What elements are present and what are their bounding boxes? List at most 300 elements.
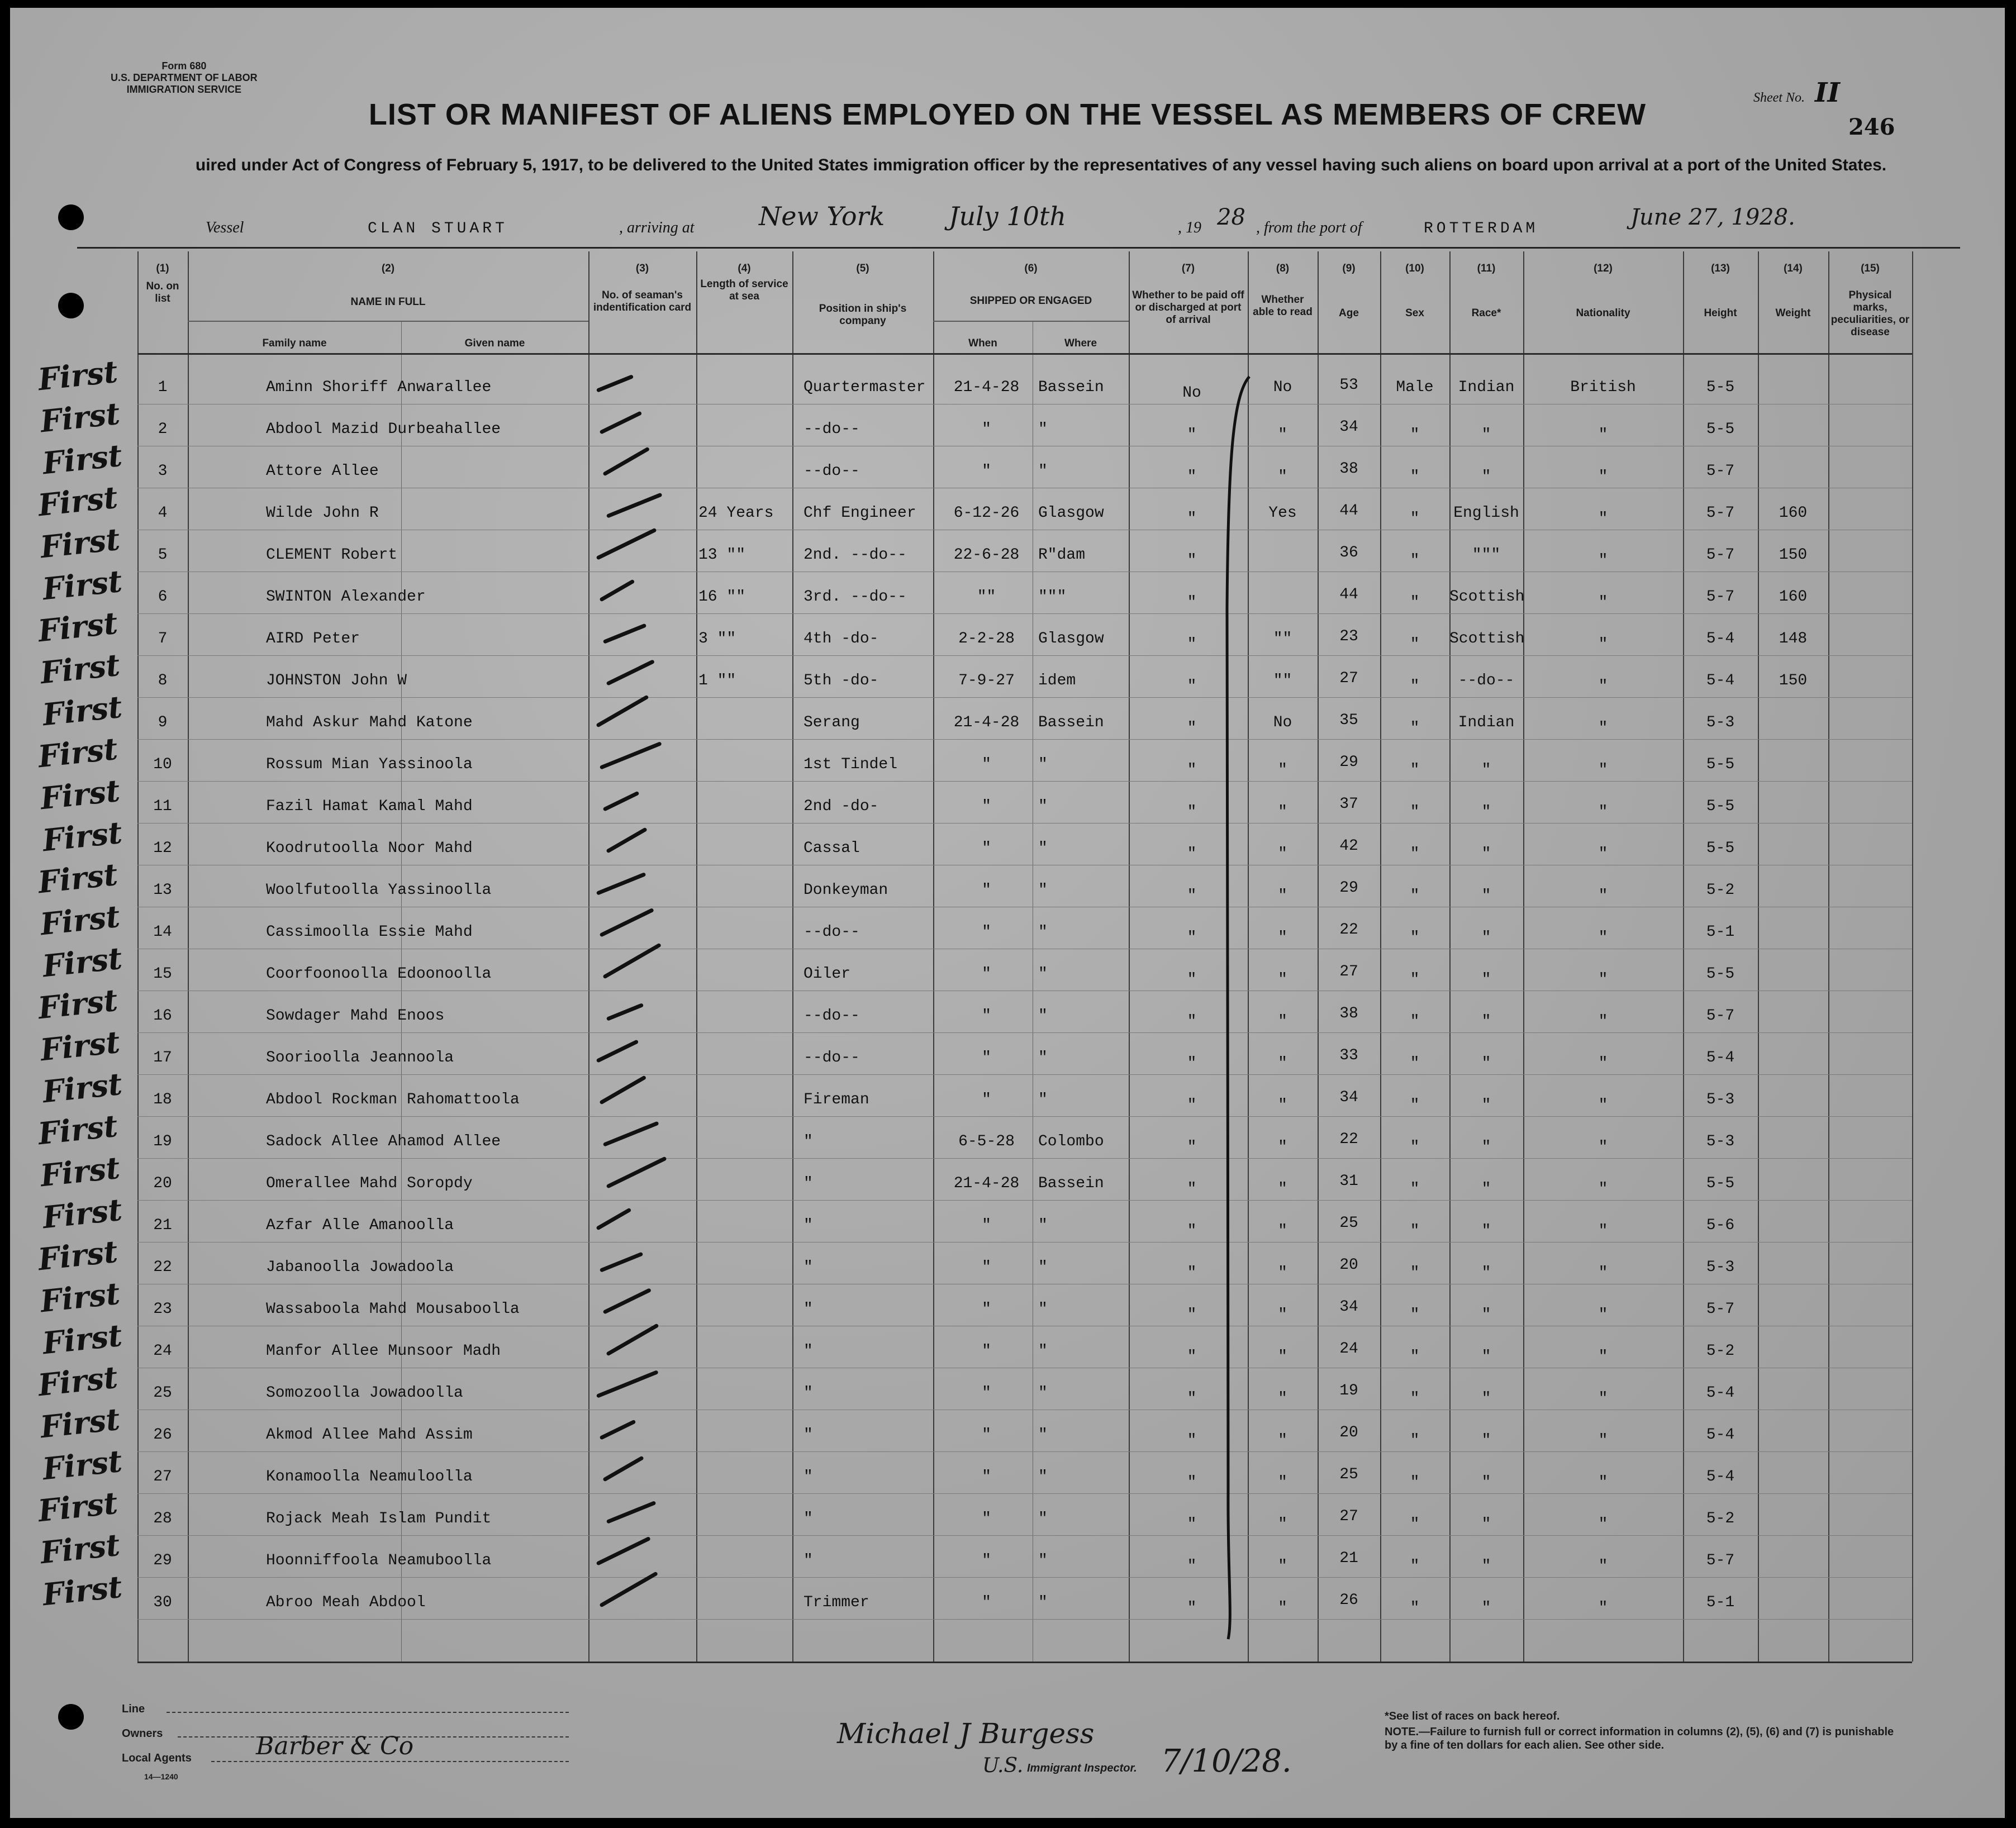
crew-name: Somozoolla Jowadoolla xyxy=(266,1384,463,1402)
sex: " xyxy=(1410,1222,1420,1240)
sex: " xyxy=(1410,426,1420,444)
id-card-checkmark xyxy=(600,741,662,770)
nationality: " xyxy=(1598,552,1608,569)
crew-name: Coorfoonoolla Edoonoolla xyxy=(266,965,492,983)
crew-name: Aminn Shoriff Anwarallee xyxy=(266,379,492,396)
row-number: 3 xyxy=(158,463,168,480)
column-divider xyxy=(1380,251,1381,1662)
page-number: 246 xyxy=(1848,114,1895,140)
nationality: " xyxy=(1598,1306,1608,1324)
able-to-read: Yes xyxy=(1268,504,1297,522)
margin-annotation: First xyxy=(36,1233,120,1278)
age: 38 xyxy=(1339,460,1358,478)
row-divider xyxy=(137,1535,1912,1536)
row-number: 13 xyxy=(153,882,172,899)
able-to-read: " xyxy=(1278,1222,1287,1240)
crew-name: Wassaboola Mahd Mousaboolla xyxy=(266,1301,520,1318)
race: " xyxy=(1481,1600,1491,1617)
age: 44 xyxy=(1339,586,1358,603)
row-divider xyxy=(137,697,1912,698)
nationality: " xyxy=(1598,1432,1608,1449)
vessel-label: Vessel xyxy=(206,219,244,236)
sex: " xyxy=(1410,1348,1420,1365)
row-number: 12 xyxy=(153,840,172,857)
id-card-checkmark xyxy=(603,1121,659,1147)
nationality: " xyxy=(1598,1558,1608,1575)
crew-name: Abdool Rockman Rahomattoola xyxy=(266,1091,520,1108)
height: 5-4 xyxy=(1706,1384,1735,1402)
age: 29 xyxy=(1339,754,1358,771)
row-number: 4 xyxy=(158,504,168,522)
margin-annotation: First xyxy=(36,604,120,649)
id-card-checkmark xyxy=(606,1156,667,1189)
id-card-checkmark xyxy=(596,872,646,896)
margin-annotation: First xyxy=(39,521,122,565)
age: 53 xyxy=(1339,377,1358,394)
age: 29 xyxy=(1339,879,1358,897)
id-card-checkmark xyxy=(596,1039,639,1063)
race: " xyxy=(1481,1097,1491,1114)
from-port-label: , from the port of xyxy=(1256,219,1362,236)
height: 5-3 xyxy=(1706,1133,1735,1150)
margin-annotation: First xyxy=(41,1568,124,1613)
paid-off: " xyxy=(1187,929,1197,946)
ship-position: --do-- xyxy=(803,421,860,438)
age: 22 xyxy=(1339,921,1358,939)
nationality: " xyxy=(1598,1348,1608,1365)
paid-off-ditto-stroke xyxy=(1216,373,1261,1641)
header-rule xyxy=(137,353,1912,355)
column-divider xyxy=(696,251,697,1662)
sex: " xyxy=(1410,845,1420,863)
weight: 148 xyxy=(1779,630,1808,648)
ship-position: " xyxy=(803,1133,813,1150)
ship-position: " xyxy=(803,1343,813,1360)
margin-annotation: First xyxy=(36,353,120,398)
margin-annotation: First xyxy=(41,1443,124,1487)
sex: " xyxy=(1410,887,1420,905)
nationality: " xyxy=(1598,1013,1608,1030)
sex: " xyxy=(1410,1600,1420,1617)
shipped-when: " xyxy=(982,882,991,899)
age: 22 xyxy=(1339,1131,1358,1148)
row-number: 2 xyxy=(158,421,168,438)
service-length: 24 Years xyxy=(698,504,774,522)
margin-annotation: First xyxy=(39,1024,122,1068)
paid-off: " xyxy=(1187,761,1197,779)
table-bottom-rule xyxy=(137,1662,1912,1663)
paid-off: " xyxy=(1187,887,1197,905)
shipped-when: " xyxy=(982,965,991,983)
sex: " xyxy=(1410,720,1420,737)
nationality: " xyxy=(1598,803,1608,821)
row-number: 30 xyxy=(153,1594,172,1611)
column-divider xyxy=(1449,251,1451,1662)
column-header: SHIPPED OR ENGAGED xyxy=(969,295,1092,307)
height: 5-3 xyxy=(1706,714,1735,731)
row-divider xyxy=(137,1200,1912,1201)
crew-name: Mahd Askur Mahd Katone xyxy=(266,714,473,731)
height: 5-2 xyxy=(1706,882,1735,899)
crew-name: Cassimoolla Essie Mahd xyxy=(266,923,473,941)
shipped-when: " xyxy=(982,1007,991,1025)
nationality: " xyxy=(1598,468,1608,485)
shipped-when: 2-2-28 xyxy=(958,630,1015,648)
shipped-where: Bassein xyxy=(1038,1175,1104,1192)
crew-name: Abroo Meah Abdool xyxy=(266,1594,426,1611)
id-card-checkmark xyxy=(596,528,657,560)
ship-position: Fireman xyxy=(803,1091,869,1108)
height: 5-7 xyxy=(1706,1301,1735,1318)
id-card-checkmark xyxy=(599,1075,646,1105)
row-number: 22 xyxy=(153,1259,172,1276)
shipped-when: " xyxy=(982,1091,991,1108)
race: """ xyxy=(1472,546,1501,564)
shipped-when: " xyxy=(982,1301,991,1318)
column-divider xyxy=(188,251,189,1662)
inspector-label: Immigrant Inspector. xyxy=(1027,1762,1137,1774)
ship-position: Chf Engineer xyxy=(803,504,916,522)
id-card-checkmark xyxy=(606,1003,644,1021)
paid-off: " xyxy=(1187,1139,1197,1156)
id-card-checkmark xyxy=(606,659,655,686)
id-card-checkmark xyxy=(603,623,647,644)
race: " xyxy=(1481,803,1491,821)
column-header: No. on list xyxy=(146,280,179,304)
able-to-read: " xyxy=(1278,1432,1287,1449)
column-number: (9) xyxy=(1342,263,1356,274)
age: 34 xyxy=(1339,418,1358,436)
row-number: 25 xyxy=(153,1384,172,1402)
nationality: " xyxy=(1598,887,1608,905)
margin-annotation: First xyxy=(41,563,124,607)
row-divider xyxy=(137,1619,1912,1620)
paid-off: " xyxy=(1187,1432,1197,1449)
shipped-where: R"dam xyxy=(1038,546,1086,564)
age: 34 xyxy=(1339,1298,1358,1316)
able-to-read: " xyxy=(1278,1264,1287,1282)
shipped-when: " xyxy=(982,1468,991,1486)
paid-off: " xyxy=(1187,468,1197,485)
crew-name: Koodrutoolla Noor Mahd xyxy=(266,840,473,857)
ship-position: " xyxy=(803,1468,813,1486)
nationality: " xyxy=(1598,1390,1608,1407)
age: 20 xyxy=(1339,1256,1358,1274)
paid-off: " xyxy=(1187,720,1197,737)
margin-annotation: First xyxy=(39,898,122,942)
ship-position: " xyxy=(803,1175,813,1192)
when-header: When xyxy=(968,337,997,349)
local-agents-value: Barber & Co xyxy=(256,1732,414,1760)
age: 37 xyxy=(1339,796,1358,813)
id-card-checkmark xyxy=(599,1420,636,1440)
paid-off: " xyxy=(1187,1600,1197,1617)
sex: " xyxy=(1410,1558,1420,1575)
column-divider xyxy=(1758,251,1759,1662)
sex: " xyxy=(1410,1055,1420,1072)
id-card-checkmark xyxy=(606,493,663,518)
sheet-label: Sheet No. xyxy=(1753,91,1805,105)
shipped-where: " xyxy=(1038,1343,1048,1360)
manifest-sheet xyxy=(10,8,2005,1818)
column-header: Whether to be paid off or discharged at port of arrival xyxy=(1132,289,1244,326)
ship-position: 2nd -do- xyxy=(803,798,879,815)
race: " xyxy=(1481,468,1491,485)
race: --do-- xyxy=(1458,672,1515,689)
row-number: 15 xyxy=(153,965,172,983)
row-divider xyxy=(137,1074,1912,1075)
sex: " xyxy=(1410,971,1420,988)
row-number: 29 xyxy=(153,1552,172,1569)
crew-name: SWINTON Alexander xyxy=(266,588,426,606)
able-to-read: " xyxy=(1278,1306,1287,1324)
able-to-read: " xyxy=(1278,1180,1287,1198)
paid-off: No xyxy=(1182,384,1201,402)
able-to-read: No xyxy=(1273,714,1292,731)
arriving-port: New York xyxy=(759,201,885,231)
able-to-read: " xyxy=(1278,803,1287,821)
shipped-when: 6-5-28 xyxy=(958,1133,1015,1150)
column-header: Whether able to read xyxy=(1253,294,1313,318)
column-header: Length of service at sea xyxy=(700,278,788,302)
shipped-where: Bassein xyxy=(1038,379,1104,396)
shipped-when: 6-12-26 xyxy=(953,504,1020,522)
margin-annotation: First xyxy=(36,479,120,523)
row-number: 6 xyxy=(158,588,168,606)
shipped-when: " xyxy=(982,756,991,773)
paid-off: " xyxy=(1187,1055,1197,1072)
paid-off: " xyxy=(1187,1474,1197,1491)
height: 5-7 xyxy=(1706,1552,1735,1569)
ship-position: 3rd. --do-- xyxy=(803,588,907,606)
able-to-read: " xyxy=(1278,1348,1287,1365)
ship-position: Oiler xyxy=(803,965,851,983)
shipped-where: Glasgow xyxy=(1038,504,1104,522)
given-name-header: Given name xyxy=(464,337,525,349)
row-divider xyxy=(137,1116,1912,1117)
ship-position: " xyxy=(803,1552,813,1569)
id-card-checkmark xyxy=(602,1455,644,1482)
arrival-date: July 10th xyxy=(949,201,1067,231)
able-to-read: " xyxy=(1278,1055,1287,1072)
row-number: 14 xyxy=(153,923,172,941)
paid-off: " xyxy=(1187,636,1197,653)
able-to-read: " xyxy=(1278,971,1287,988)
header-rule xyxy=(933,321,1129,322)
row-number: 19 xyxy=(153,1133,172,1150)
height: 5-7 xyxy=(1706,1007,1735,1025)
local-agents-label: Local Agents xyxy=(122,1752,192,1764)
service-length: 1 "" xyxy=(698,672,736,689)
ship-position: " xyxy=(803,1259,813,1276)
row-divider xyxy=(137,1577,1912,1578)
shipped-where: """ xyxy=(1038,588,1067,606)
age: 42 xyxy=(1339,837,1358,855)
sex: " xyxy=(1410,678,1420,695)
column-header: Age xyxy=(1339,307,1359,319)
ship-position: 1st Tindel xyxy=(803,756,898,773)
paid-off: " xyxy=(1187,845,1197,863)
ship-position: Quartermaster xyxy=(803,379,926,396)
row-number: 23 xyxy=(153,1301,172,1318)
age: 27 xyxy=(1339,1508,1358,1525)
age: 20 xyxy=(1339,1424,1358,1441)
vessel-name: CLAN STUART xyxy=(368,220,508,237)
age: 24 xyxy=(1339,1340,1358,1358)
row-number: 5 xyxy=(158,546,168,564)
crew-name: Rossum Mian Yassinoola xyxy=(266,756,473,773)
column-header: Position in ship's company xyxy=(819,303,907,327)
manifest-grid xyxy=(10,8,2005,1818)
shipped-when: " xyxy=(982,1510,991,1527)
row-number: 20 xyxy=(153,1175,172,1192)
shipped-when: " xyxy=(982,463,991,480)
margin-annotation: First xyxy=(36,1484,120,1529)
shipped-when: " xyxy=(982,421,991,438)
able-to-read: " xyxy=(1278,1600,1287,1617)
shipped-where: " xyxy=(1038,1426,1048,1444)
paid-off: " xyxy=(1187,971,1197,988)
column-number: (2) xyxy=(381,263,395,274)
ship-position: " xyxy=(803,1384,813,1402)
able-to-read: " xyxy=(1278,887,1287,905)
races-note: *See list of races on back hereof. xyxy=(1385,1710,1560,1722)
margin-annotation: First xyxy=(41,814,124,859)
nationality: " xyxy=(1598,636,1608,653)
shipped-where: " xyxy=(1038,882,1048,899)
shipped-when: 21-4-28 xyxy=(953,379,1020,396)
crew-name: Soorioolla Jeannoola xyxy=(266,1049,454,1067)
margin-annotation: First xyxy=(36,1359,120,1403)
ship-position: " xyxy=(803,1426,813,1444)
line-label: Line xyxy=(122,1703,145,1715)
shipped-when: " xyxy=(982,1594,991,1611)
header-rule xyxy=(188,321,588,322)
shipped-when: " xyxy=(982,1426,991,1444)
row-number: 18 xyxy=(153,1091,172,1108)
ship-position: --do-- xyxy=(803,1007,860,1025)
crew-name: Omerallee Mahd Soropdy xyxy=(266,1175,473,1192)
able-to-read: "" xyxy=(1273,630,1292,648)
shipped-when: " xyxy=(982,1049,991,1067)
service-name: IMMIGRATION SERVICE xyxy=(126,84,242,95)
column-number: (11) xyxy=(1477,263,1496,274)
ship-position: Donkeyman xyxy=(803,882,888,899)
sex: " xyxy=(1410,1432,1420,1449)
age: 25 xyxy=(1339,1215,1358,1232)
race: " xyxy=(1481,1222,1491,1240)
margin-annotation: First xyxy=(41,940,124,984)
margin-annotation: First xyxy=(36,1107,120,1152)
race: Indian xyxy=(1458,379,1515,396)
nationality: " xyxy=(1598,1516,1608,1533)
column-header: Race* xyxy=(1471,307,1501,319)
id-card-checkmark xyxy=(596,694,649,727)
able-to-read: " xyxy=(1278,468,1287,485)
shipped-where: " xyxy=(1038,923,1048,941)
sheet-no-value: II xyxy=(1814,77,1840,108)
able-to-read: " xyxy=(1278,1558,1287,1575)
departure-date: June 27, 1928. xyxy=(1630,204,1795,230)
column-number: (7) xyxy=(1181,263,1195,274)
sex: " xyxy=(1410,1516,1420,1533)
nationality: " xyxy=(1598,1600,1608,1617)
crew-name: Fazil Hamat Kamal Mahd xyxy=(266,798,473,815)
page-title: LIST OR MANIFEST OF ALIENS EMPLOYED ON THE VESSEL AS MEMBERS OF CREW xyxy=(368,98,1647,131)
margin-annotation: First xyxy=(39,646,122,691)
race: Indian xyxy=(1458,714,1515,731)
row-number: 27 xyxy=(153,1468,172,1486)
column-divider xyxy=(1523,251,1524,1662)
able-to-read: " xyxy=(1278,929,1287,946)
where-header: Where xyxy=(1064,337,1097,349)
age: 31 xyxy=(1339,1173,1358,1190)
able-to-read: " xyxy=(1278,1013,1287,1030)
shipped-where: Colombo xyxy=(1038,1133,1104,1150)
nationality: " xyxy=(1598,929,1608,946)
race: " xyxy=(1481,1264,1491,1282)
column-number: (5) xyxy=(856,263,869,274)
race: " xyxy=(1481,1390,1491,1407)
crew-name: Abdool Mazid Durbeahallee xyxy=(266,421,501,438)
sex: " xyxy=(1410,1097,1420,1114)
sex: " xyxy=(1410,510,1420,527)
shipped-when: " xyxy=(982,923,991,941)
id-card-checkmark xyxy=(596,1536,650,1566)
column-number: (14) xyxy=(1784,263,1803,274)
crew-name: Manfor Allee Munsoor Madh xyxy=(266,1343,501,1360)
row-number: 10 xyxy=(153,756,172,773)
paid-off: " xyxy=(1187,1558,1197,1575)
shipped-where: " xyxy=(1038,1049,1048,1067)
paid-off: " xyxy=(1187,552,1197,569)
shipped-where: " xyxy=(1038,1217,1048,1234)
shipped-where: " xyxy=(1038,1552,1048,1569)
able-to-read: " xyxy=(1278,426,1287,444)
row-number: 24 xyxy=(153,1343,172,1360)
shipped-when: 21-4-28 xyxy=(953,714,1020,731)
weight: 150 xyxy=(1779,672,1808,689)
shipped-where: " xyxy=(1038,1468,1048,1486)
paid-off: " xyxy=(1187,594,1197,611)
nationality: " xyxy=(1598,720,1608,737)
ship-position: " xyxy=(803,1301,813,1318)
row-divider xyxy=(137,1451,1912,1452)
shipped-when: " xyxy=(982,1552,991,1569)
able-to-read: " xyxy=(1278,1139,1287,1156)
margin-annotation: First xyxy=(41,1317,124,1362)
row-number: 9 xyxy=(158,714,168,731)
column-header: Height xyxy=(1704,307,1737,319)
race: " xyxy=(1481,845,1491,863)
shipped-when: 21-4-28 xyxy=(953,1175,1020,1192)
shipped-where: " xyxy=(1038,1007,1048,1025)
row-number: 26 xyxy=(153,1426,172,1444)
margin-annotation: First xyxy=(36,856,120,901)
service-length: 3 "" xyxy=(698,630,736,648)
nationality: " xyxy=(1598,845,1608,863)
form-code: 14—1240 xyxy=(144,1772,178,1781)
row-number: 21 xyxy=(153,1217,172,1234)
column-divider xyxy=(1912,251,1913,1662)
shipped-when: " xyxy=(982,798,991,815)
height: 5-1 xyxy=(1706,1594,1735,1611)
column-number: (15) xyxy=(1861,263,1880,274)
nationality: " xyxy=(1598,971,1608,988)
service-length: 13 "" xyxy=(698,546,746,564)
page-subtitle: uired under Act of Congress of February 5, 1917, to be delivered to the United States immigration officer by the representatives of any vessel having such aliens on board upon arrival at a port of the United States. xyxy=(195,156,1887,174)
arriving-label: , arriving at xyxy=(619,219,695,236)
